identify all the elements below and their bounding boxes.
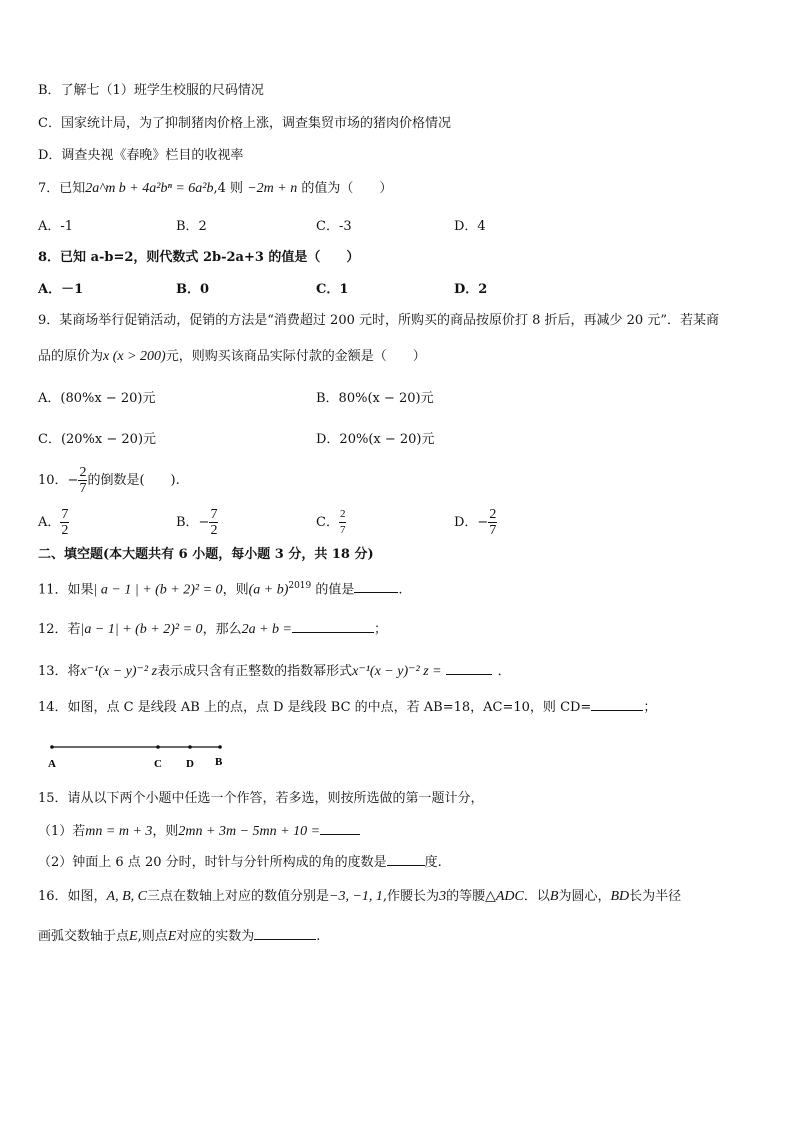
question-9-line2 [38, 349, 426, 365]
frac-num: 7 [61, 507, 69, 522]
q11-expr: | a − 1 | + (b + 2)² = 0 [93, 582, 223, 598]
q7-option-b: B．2 [176, 219, 207, 234]
option-b-line: B．了解七（1）班学生校服的尺码情况 [38, 83, 264, 98]
q8-option-c: C．1 [316, 282, 349, 297]
q16-l2-c: 对应的实数为 [176, 929, 255, 944]
q15-sub1-prefix: （1）若 [38, 824, 86, 839]
q10-opt-c-frac [339, 507, 347, 538]
q16-g: 长为半径 [629, 889, 682, 904]
frac-den: 7 [339, 524, 346, 536]
question-15-sub2 [38, 853, 442, 871]
answer-blank[interactable] [446, 662, 492, 675]
q14-text: 14．如图，点 C 是线段 AB 上的点，点 D 是线段 BC 的中点，若 AB=18，AC=10，则 CD= [38, 700, 592, 715]
option-c-line: C．国家统计局，为了抑制猪肉价格上涨，调查集贸市场的猪肉价格情况 [38, 116, 451, 131]
point-c-dot [156, 745, 160, 749]
q11-exponent: 2019 [288, 581, 312, 591]
q16-l2-b: ,则点 [137, 929, 168, 944]
frac-num: 2 [339, 508, 346, 520]
q13-prefix: 13．将 [38, 664, 81, 679]
q9-line2-a: 品的原价为 [38, 349, 104, 364]
answer-blank[interactable] [591, 698, 643, 711]
q12-prefix: 12．若 [38, 622, 81, 637]
q16-E: E [129, 929, 138, 944]
q7-suffix: 的值为（ ） [301, 181, 393, 196]
q11-expr2: (a + b) [248, 582, 289, 598]
q16-B: B [549, 889, 559, 904]
q12-expr: |a − 1| + (b + 2)² = 0 [80, 622, 203, 637]
q16-e: ．以 [523, 889, 550, 904]
point-d-label: D [186, 758, 194, 770]
answer-blank[interactable] [292, 620, 374, 633]
q10-frac-num: 2 [79, 465, 87, 480]
q10-suffix: 的倒数是( ). [87, 473, 180, 488]
q12-expr2: 2a + b = [241, 622, 292, 637]
q11-prefix: 11．如果 [38, 582, 94, 598]
q10-opt-b-frac [209, 507, 218, 538]
q16-E2: E [167, 929, 177, 944]
point-a-label: A [48, 758, 56, 770]
q10-option-a [38, 506, 69, 540]
q9-line2-expr: x (x > 200) [103, 349, 166, 364]
q9-option-a: A．(80%x − 20)元 [38, 391, 156, 406]
q12-suffix: ； [373, 622, 387, 637]
point-a-dot [50, 745, 54, 749]
answer-blank[interactable] [387, 853, 425, 866]
q12-mid: ，那么 [202, 622, 242, 637]
segment-ab-diagram [38, 740, 238, 776]
q13-mid: 表示成只含有正整数的指数幂形式 [157, 664, 353, 679]
q16-a: 16．如图， [38, 889, 107, 904]
q16-c: ,作腰长为 [382, 889, 440, 904]
q10-opt-d-label: D．− [454, 515, 489, 530]
question-16-line2: 画弧交数轴于点E,则点E对应的实数为 . [38, 929, 321, 944]
question-13 [38, 662, 511, 680]
q9-option-c: C．(20%x − 20)元 [38, 432, 157, 447]
frac-den: 7 [489, 523, 497, 538]
point-c-label: C [154, 758, 162, 770]
q13-suffix: ． [497, 664, 511, 679]
point-b-dot [218, 745, 222, 749]
question-9-line1: 9．某商场举行促销活动，促销的方法是“消费超过 200 元时，所购买的商品按原价打 8 折后，再减少 20 元”．若某商 [38, 313, 719, 328]
q10-opt-c-label: C． [316, 515, 339, 530]
q7-option-c: C．-3 [316, 219, 352, 234]
question-10 [38, 464, 180, 498]
q10-option-b [176, 506, 218, 540]
q10-opt-a-frac [60, 507, 69, 538]
q16-d: 的等腰 [446, 889, 486, 904]
q7-mid: ,4 则 [213, 181, 244, 196]
q14-suffix: ； [643, 700, 657, 715]
answer-blank[interactable] [320, 822, 360, 835]
point-d-dot [188, 745, 192, 749]
q16-abc: A, B, C [106, 889, 147, 904]
q10-opt-a-label: A． [38, 515, 61, 530]
answer-blank[interactable] [254, 927, 316, 940]
point-b-label: B [215, 756, 223, 768]
q16-BD: BD [610, 889, 630, 904]
q8-option-a: A．－1 [38, 282, 84, 297]
q10-prefix: 10．− [38, 473, 79, 488]
question-12 [38, 620, 387, 638]
question-11: 11．如果| a − 1 | + (b + 2)² = 0，则$(a + b)^{2019}$ 的值是 . [38, 581, 403, 598]
q7-option-d: D．4 [454, 219, 486, 234]
q15-sub1-expr: mn = m + 3 [85, 824, 153, 839]
q15-sub1-expr2: 2mn + 3m − 5mn + 10 = [178, 824, 321, 839]
section-2-heading: 二、填空题(本大题共有 6 小题，每小题 3 分，共 18 分) [38, 547, 374, 562]
q7-expr: 2a^m b + 4a²bⁿ = 6a²b [85, 181, 214, 196]
q10-option-d [454, 506, 497, 540]
q16-f: 为圆心， [558, 889, 611, 904]
question-7 [38, 181, 392, 197]
q16-vals: −3, −1, 1 [329, 889, 383, 904]
question-8: 8．已知 a-b=2，则代数式 2b-2a+3 的值是（ ） [38, 250, 360, 265]
question-15-intro: 15．请从以下两个小题中任选一个作答，若多选，则按所选做的第一题计分， [38, 791, 484, 806]
frac-den: 2 [61, 523, 69, 538]
q7-expr2: −2m + n [247, 181, 298, 196]
answer-blank[interactable] [354, 580, 398, 593]
question-15-sub1 [38, 822, 360, 840]
q10-opt-d-frac [488, 507, 497, 538]
frac-num: 7 [210, 507, 218, 522]
q11-mid: ，则 [222, 582, 249, 598]
q15-sub2-prefix: （2）钟面上 6 点 20 分时，时针与分针所构成的角的度数是 [38, 855, 387, 870]
q16-three: 3 [439, 889, 447, 904]
q15-sub1-mid: ，则 [152, 824, 179, 839]
q11-suffix: 的值是 [315, 582, 355, 598]
q13-expr: x⁻¹(x − y)⁻² z [80, 664, 158, 679]
q9-option-d: D．20%(x − 20)元 [316, 432, 435, 447]
q10-frac-den: 7 [79, 481, 87, 496]
q10-opt-b-label: B．− [176, 515, 210, 530]
q16-b: 三点在数轴上对应的数值分别是 [147, 889, 330, 904]
q9-option-b: B．80%(x − 20)元 [316, 391, 434, 406]
q10-option-c [316, 506, 346, 540]
question-14 [38, 698, 656, 716]
q8-option-b: B．0 [176, 282, 210, 297]
question-16-line1 [38, 889, 681, 905]
q7-prefix: 7．已知 [38, 181, 86, 196]
q16-triangle: △ADC [485, 889, 524, 904]
option-d-line: D．调查央视《春晚》栏目的收视率 [38, 148, 244, 163]
q13-expr2: x⁻¹(x − y)⁻² z = [352, 664, 442, 679]
q15-sub2-suffix: 度. [424, 855, 442, 870]
q16-l2-a: 画弧交数轴于点 [38, 929, 130, 944]
q9-line2-b: 元，则购买该商品实际付款的金额是（ ） [165, 349, 426, 364]
frac-den: 2 [210, 523, 218, 538]
q7-option-a: A．-1 [38, 219, 74, 234]
q8-option-d: D．2 [454, 282, 488, 297]
frac-num: 2 [489, 507, 497, 522]
